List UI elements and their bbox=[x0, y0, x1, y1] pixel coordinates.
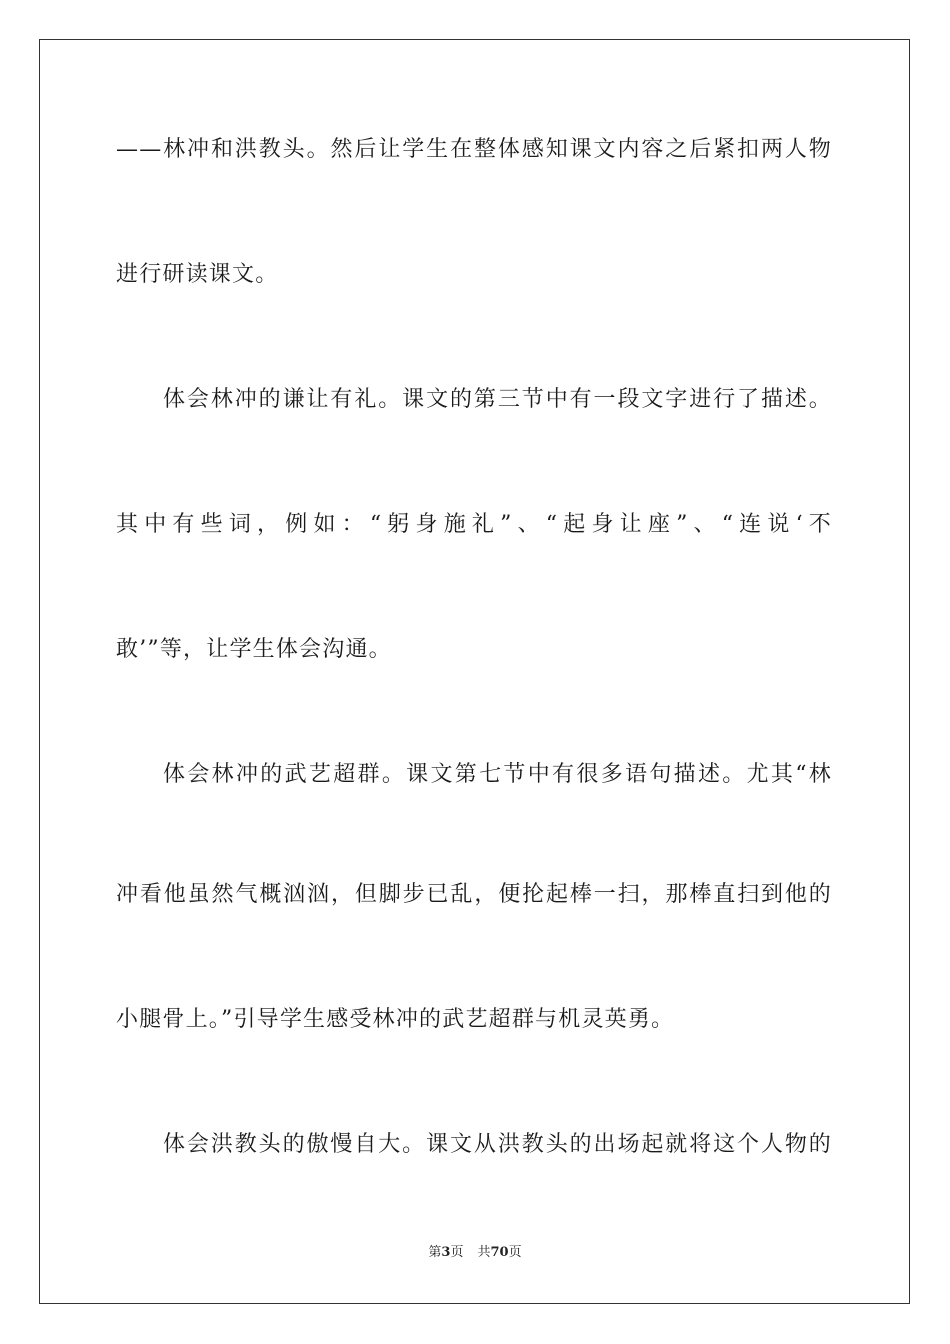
body-line-3: 体会林冲的谦让有礼。课文的第三节中有一段文字进行了描述。 bbox=[163, 387, 832, 412]
body-line-4: 其中有些词，例如：“躬身施礼”、“起身让座”、“连说‘不 bbox=[116, 512, 832, 537]
footer-total-pages: 70 bbox=[490, 1245, 509, 1260]
page-border bbox=[39, 39, 910, 1304]
body-line-1: ——林冲和洪教头。然后让学生在整体感知课文内容之后紧扣两人物 bbox=[116, 137, 832, 162]
body-line-8: 小腿骨上。”引导学生感受林冲的武艺超群与机灵英勇。 bbox=[116, 1007, 675, 1032]
footer-page-unit: 页 bbox=[450, 1245, 464, 1260]
body-line-6: 体会林冲的武艺超群。课文第七节中有很多语句描述。尤其“林 bbox=[163, 762, 832, 787]
footer-total-prefix: 共 bbox=[477, 1245, 491, 1260]
footer-page-prefix: 第 bbox=[428, 1245, 442, 1260]
body-line-7: 冲看他虽然气概汹汹，但脚步已乱，便抡起棒一扫，那棒直扫到他的 bbox=[116, 882, 832, 907]
page-footer bbox=[0, 1244, 950, 1262]
body-line-5: 敢’”等，让学生体会沟通。 bbox=[116, 637, 392, 662]
body-line-2: 进行研读课文。 bbox=[116, 262, 279, 287]
footer-page-number: 3 bbox=[441, 1245, 451, 1260]
footer-total-unit: 页 bbox=[508, 1245, 522, 1260]
body-line-9: 体会洪教头的傲慢自大。课文从洪教头的出场起就将这个人物的 bbox=[163, 1132, 832, 1157]
